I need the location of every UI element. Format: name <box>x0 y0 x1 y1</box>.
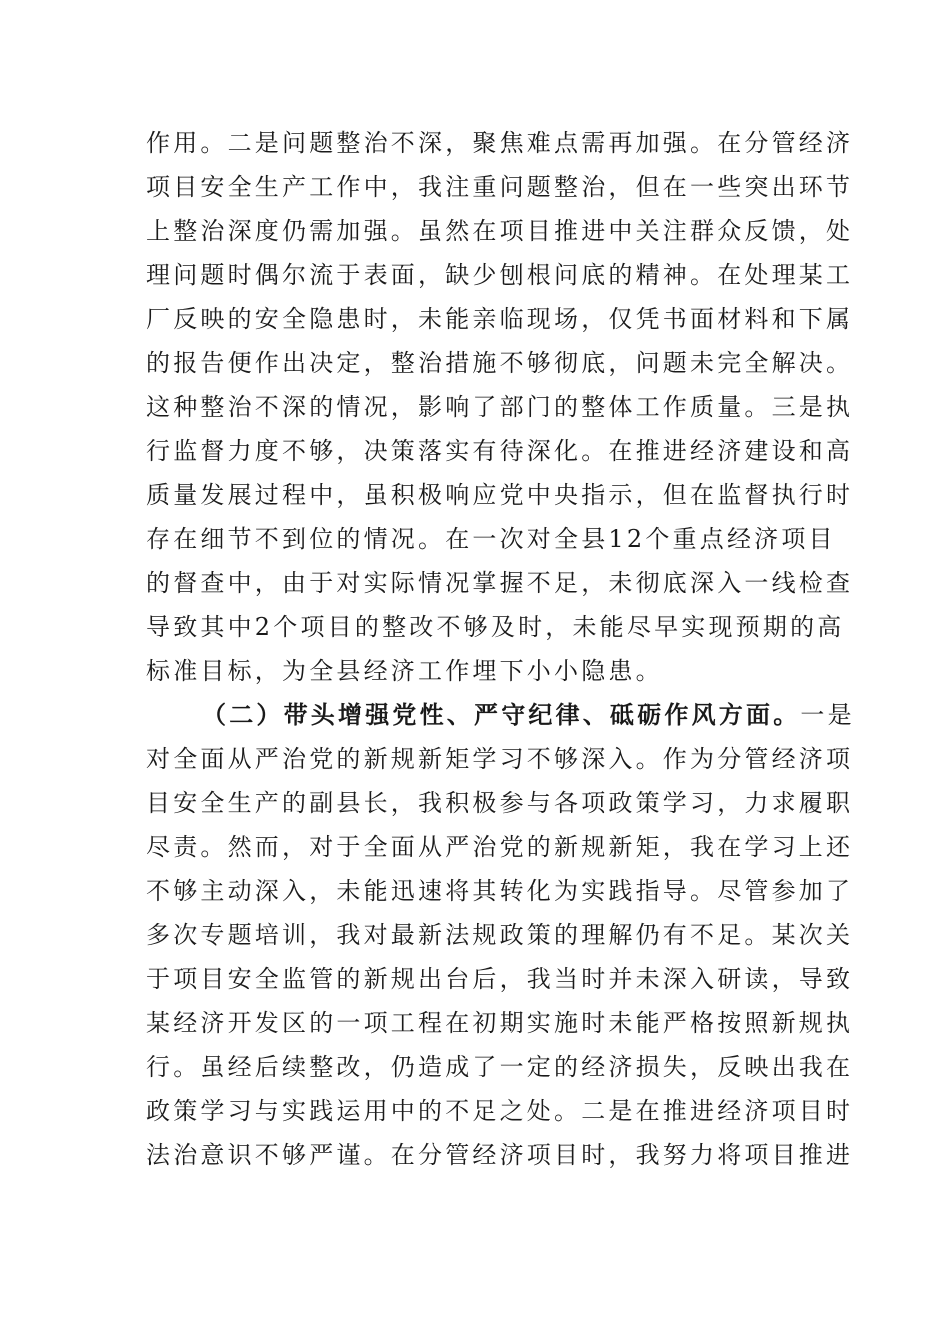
text-line: 标准目标，为全县经济工作埋下小小隐患。 <box>146 657 663 685</box>
text-line: 厂反映的安全隐患时，未能亲临现场，仅凭书面材料和下属 <box>146 305 854 333</box>
text-line: 质量发展过程中，虽积极响应党中央指示，但在监督执行时 <box>146 481 854 509</box>
text-line: 多次专题培训，我对最新法规政策的理解仍有不足。某次关 <box>146 921 854 949</box>
text-line: 的报告便作出决定，整治措施不够彻底，问题未完全解决。 <box>146 349 854 377</box>
text-line: 法治意识不够严谨。在分管经济项目时，我努力将项目推进 <box>146 1141 854 1169</box>
text-line: 作用。二是问题整治不深，聚焦难点需再加强。在分管经济 <box>146 129 854 157</box>
text-line: 于项目安全监管的新规出台后，我当时并未深入研读，导致 <box>146 965 854 993</box>
text-line: 不够主动深入，未能迅速将其转化为实践指导。尽管参加了 <box>146 877 854 905</box>
text-line: 项目安全生产工作中，我注重问题整治，但在一些突出环节 <box>146 173 854 201</box>
text-line: 某经济开发区的一项工程在初期实施时未能严格按照新规执 <box>146 1009 854 1037</box>
text-line: 行。虽经后续整改，仍造成了一定的经济损失，反映出我在 <box>146 1053 854 1081</box>
text-line: 上整治深度仍需加强。虽然在项目推进中关注群众反馈，处 <box>146 217 854 245</box>
body-text <box>146 121 855 1177</box>
text-line: 尽责。然而，对于全面从严治党的新规新矩，我在学习上还 <box>146 833 854 861</box>
text-line: 存在细节不到位的情况。在一次对全县12个重点经济项目 <box>146 525 836 553</box>
text-line: 的督查中，由于对实际情况掌握不足，未彻底深入一线检查 <box>146 569 854 597</box>
section-heading-rest: 一是 <box>800 701 855 729</box>
text-line: 目安全生产的副县长，我积极参与各项政策学习，力求履职 <box>146 789 854 817</box>
section-heading-line <box>146 693 855 737</box>
text-line: 政策学习与实践运用中的不足之处。二是在推进经济项目时 <box>146 1097 854 1125</box>
text-line: 行监督力度不够，决策落实有待深化。在推进经济建设和高 <box>146 437 854 465</box>
section-heading: （二）带头增强党性、严守纪律、砥砺作风方面。 <box>202 700 801 729</box>
text-line: 理问题时偶尔流于表面，缺少刨根问底的精神。在处理某工 <box>146 261 854 289</box>
text-line: 这种整治不深的情况，影响了部门的整体工作质量。三是执 <box>146 393 854 421</box>
text-line: 对全面从严治党的新规新矩学习不够深入。作为分管经济项 <box>146 745 854 773</box>
text-line: 导致其中2个项目的整改不够及时，未能尽早实现预期的高 <box>146 613 845 641</box>
